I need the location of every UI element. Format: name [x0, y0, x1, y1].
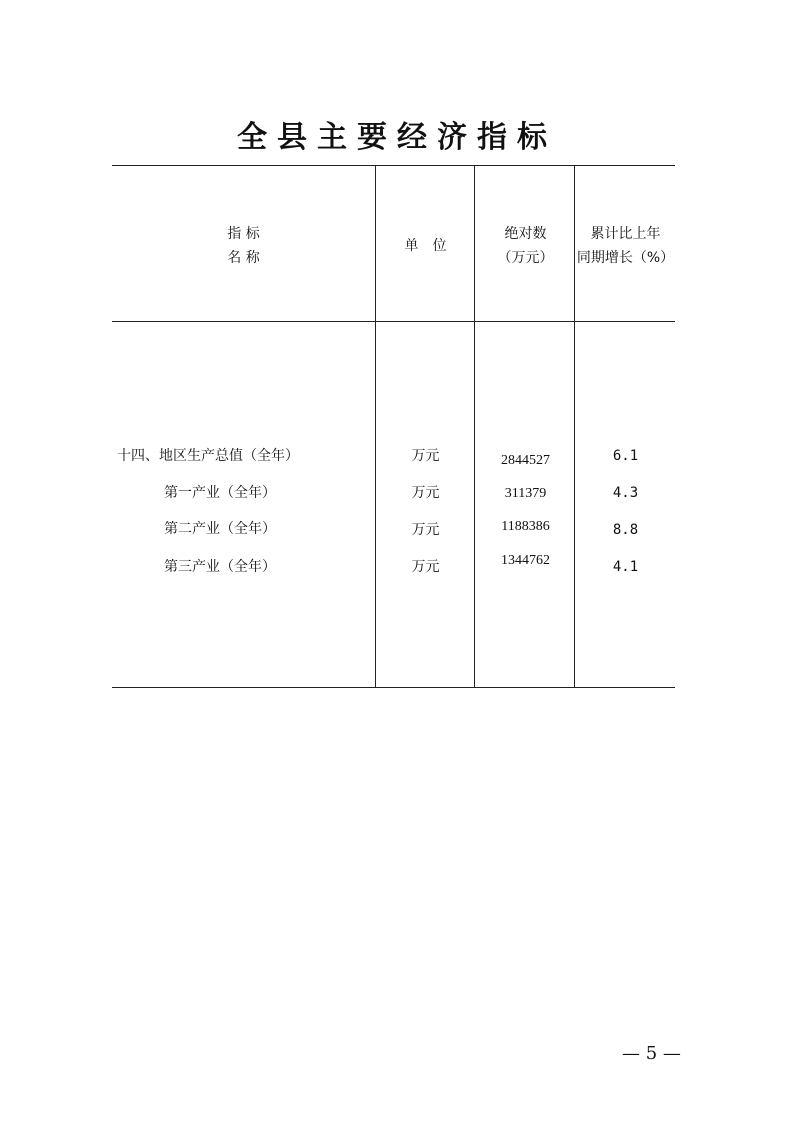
header-growth-line1: 累计比上年 [590, 226, 661, 242]
header-indicator-line1: 指 标 [227, 226, 260, 242]
header-indicator-line2: 名 称 [227, 250, 260, 266]
table-header-divider [112, 321, 675, 322]
header-absolute-value [476, 222, 575, 270]
page-number: — 5 — [622, 1043, 681, 1064]
table-row-absolute: 2844527 [501, 453, 550, 468]
table-row-name: 第三产业（全年） [164, 559, 276, 575]
table-row-name: 十四、地区生产总值（全年） [117, 448, 299, 464]
header-unit: 单 位 [404, 238, 447, 254]
table-row-growth: 4.1 [612, 559, 639, 575]
header-growth-line2: 同期增长（%） [576, 250, 675, 266]
header-growth [576, 222, 675, 270]
header-indicator-name [112, 222, 375, 270]
page-title: 全县主要经济指标 [237, 120, 557, 155]
header-absolute-line2: （万元） [497, 250, 554, 266]
table-row-name: 第一产业（全年） [164, 485, 276, 501]
table-row-unit: 万元 [411, 559, 440, 575]
table-row-growth: 8.8 [612, 522, 639, 538]
table-bottom-border [112, 687, 675, 688]
table-row-unit: 万元 [411, 485, 440, 501]
table-row-absolute: 1188386 [501, 519, 550, 534]
table-row-growth: 6.1 [612, 448, 639, 464]
table-row-name: 第二产业（全年） [164, 521, 276, 537]
table-row-growth: 4.3 [612, 485, 639, 501]
table-row-absolute: 1344762 [501, 553, 550, 568]
table-row-unit: 万元 [411, 522, 440, 538]
table-row-unit: 万元 [411, 448, 440, 464]
table-top-border [112, 165, 675, 166]
header-absolute-line1: 绝对数 [504, 226, 547, 242]
table-row-absolute: 311379 [504, 486, 547, 501]
